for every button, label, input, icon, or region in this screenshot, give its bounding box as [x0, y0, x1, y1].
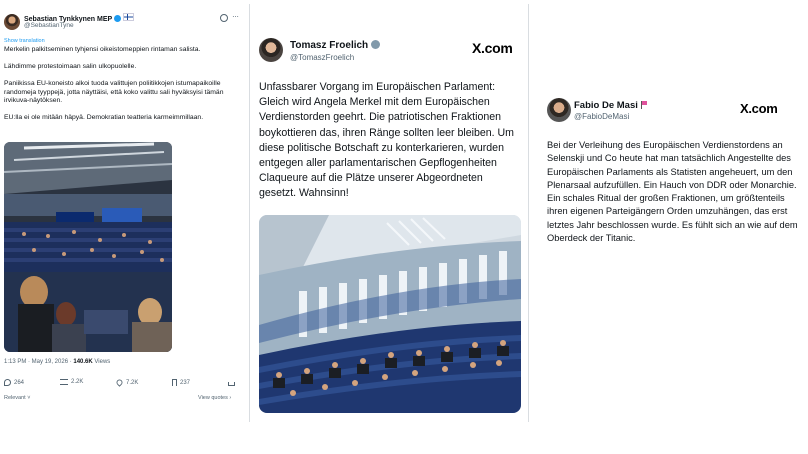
more-options-icon[interactable]: ··· [232, 12, 239, 21]
replies-footer [4, 395, 240, 401]
author-handle[interactable]: @SebastianTyne [24, 22, 74, 29]
heart-icon [115, 378, 123, 386]
author-handle[interactable]: @TomaszFroelich [290, 53, 355, 62]
tweet-text: Bei der Verleihung des Europäischen Verdienstordens an Selenskji und Co heute hat man tatsächlich Angestellte des Europäischen Parlaments als Statisten angeheuert, um den Plenarsaal aufzufüllen. Ein Hauch von DDR oder Monarchie. Ein schales Ritual der großen Fraktionen, um größtenteils ihren eigenen Parteigängern Orden umzuhängen, das erst letztes Jahr beschlossen wurde. Es fühlt sich an wie auf dem Oberdeck der Titanic. [547, 140, 798, 244]
chevron-right-icon: › [229, 395, 232, 401]
finland-flag-icon [123, 13, 134, 21]
author-handle[interactable]: @FabioDeMasi [574, 112, 630, 121]
reply-icon [4, 379, 11, 386]
bookmark-button[interactable]: 237 [172, 379, 190, 386]
show-translation-link[interactable]: Show translation [4, 38, 45, 44]
avatar[interactable] [4, 14, 20, 30]
author-name[interactable]: Fabio De Masi [574, 100, 648, 111]
author-name[interactable]: Sebastian Tynkkynen MEP [24, 13, 134, 23]
bookmark-icon [172, 379, 177, 386]
tweet-card-tynkkynen [0, 0, 248, 454]
sort-relevant-dropdown[interactable]: Relevant ˅ [4, 395, 31, 401]
avatar[interactable] [259, 38, 283, 62]
tweet-text [4, 46, 244, 132]
tweet-paragraph: Merkelin palkitseminen tyhjensi oikeistomeppien rintaman salista. [4, 46, 201, 53]
parliament-photo[interactable] [4, 142, 172, 352]
grok-icon[interactable] [220, 14, 228, 22]
flag-icon [641, 101, 648, 109]
tweet-meta: 1:13 PM · May 19, 2026 · 140.6K Views [4, 359, 111, 365]
verified-badge-icon [114, 15, 121, 22]
x-logo: X.com [472, 40, 513, 56]
avatar[interactable] [547, 98, 571, 122]
parliament-hall-image [259, 215, 521, 413]
tweet-paragraph: EU:lla ei ole mitään häpyä. Demokratian teatteria karmeimmillaan. [4, 114, 204, 122]
repost-button[interactable]: 2.2K [60, 379, 83, 385]
share-icon [228, 382, 235, 386]
verified-badge-icon [371, 40, 380, 49]
like-button[interactable]: 7.2K [116, 379, 138, 386]
divider [528, 4, 529, 422]
tweet-actions [4, 379, 244, 391]
view-quotes-link[interactable]: View quotes › [198, 395, 232, 401]
parliament-photo[interactable] [259, 215, 521, 413]
divider [249, 4, 250, 422]
reply-button[interactable]: 264 [4, 379, 24, 386]
x-logo: X.com [740, 101, 778, 116]
repost-icon [60, 379, 68, 385]
views-count: 140.6K [73, 359, 93, 365]
parliament-hall-image [4, 142, 172, 352]
tweet-paragraph: Lähdimme protestoimaan salin ulkopuolelle. [4, 63, 137, 71]
chevron-down-icon: ˅ [27, 395, 31, 401]
tweet-card-demasi [530, 0, 808, 454]
share-button[interactable] [228, 379, 235, 386]
tweet-card-froelich [252, 0, 528, 454]
tweet-text: Unfassbarer Vorgang im Europäischen Parlament: Gleich wird Angela Merkel mit dem Europäischen Verdienstorden geehrt. Die patriotischen Fraktionen boykottieren das, ihren Ränge sollten leer bleiben. Um diese politische Botschaft zu konterkarieren, wurden entgegen aller parlamentarischen Gepflogenheiten Claqueure auf die Plätze unserer Abgeordneten gesetzt. Wahnsinn! [259, 81, 514, 200]
author-name[interactable]: Tomasz Froelich [290, 40, 380, 51]
tweet-paragraph: Paniikissa EU-koneisto alkoi tuoda valittujen poliitikkojen istumapaikoille randomeja tyyppejä, jotta näyttäisi, että koko valittu sali hyväksyisi tämän irvikuva-näytöksen. [4, 80, 224, 105]
